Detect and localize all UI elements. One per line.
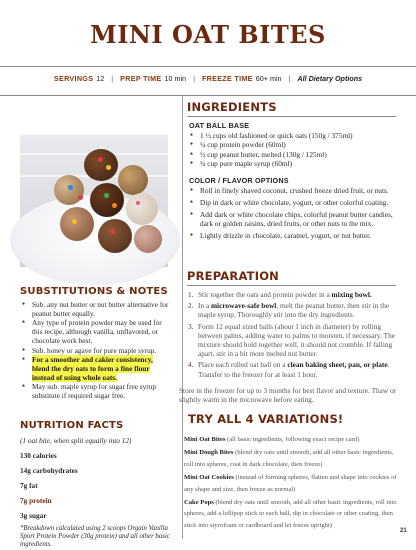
nutrition-carbs: 14g carbohydrates (20, 466, 78, 475)
list-item: ● May sub. maple syrup for sugar free syrup substitute if required sugar free. (22, 383, 172, 401)
servings-label: SERVINGS (53, 74, 94, 83)
dietary-options: All Dietary Options (297, 74, 363, 83)
prep-step: 3. Form 12 equal sized balls (about 1 inch in diameter) by rolling between palms, adding water to palms to moisten, if necessary. The mixture should hold together well, it should not crumble. If falling apart, stir in a bit more melted nut butter. (188, 321, 395, 359)
variation-item: Cake Pops (blend dry oats until smooth, add all other basic ingredients, roll into spheres, add a lollipop stick to each ball, dip in chocolate or other coating, then stick into styrofoam or cardboard and let freeze upright) (184, 499, 397, 529)
nutrition-heading: NUTRITION FACTS (20, 420, 124, 431)
list-item: ● Roll in finely shaved coconut, crushed freeze dried fruit, or nuts. (190, 186, 396, 195)
list-item: ● 1 ½ cups old fashioned or quick oats (150g / 375ml) (190, 131, 396, 140)
prep-step: 4. Place each rolled oat ball on a clean baking sheet, pan, or plate. Transfer to the freezer for at least 1 hour. (188, 360, 390, 379)
page-number: 21 (400, 528, 407, 534)
freeze-time-label: FREEZE TIME (201, 74, 253, 83)
variations-heading: TRY ALL 4 VARIATIONS! (188, 412, 344, 426)
prep-step: 1. Stir together the oats and protein powder in a mixing bowl. (188, 290, 372, 299)
substitutions-list (22, 301, 172, 401)
list-item: ● Any type of protein powder may be used for this recipe, although vanilla, unflavored, or chocolate work best. (22, 319, 172, 346)
nutrition-footnote: *Breakdown calculated using 2 scoops Orgain Vanilla Sport Protein Powder (30g protein) and all other basic ingredients. (20, 525, 170, 549)
prep-time-value: 10 min (164, 74, 187, 83)
flavor-options-heading: COLOR / FLAVOR OPTIONS (189, 176, 289, 185)
prep-step: 2. In a microwave-safe bowl, melt the peanut butter, then stir in the maple syrup. Thoroughly stir into the dry ingredients. (188, 301, 390, 320)
list-item: ● Dip in dark or white chocolate, yogurt, or other colorful coating. (190, 198, 396, 207)
list-item: ● Sub. honey or agave for pure maple syrup. (22, 347, 172, 356)
prep-time-label: PREP TIME (120, 74, 162, 83)
list-item: ● ¼ cup pure maple syrup (60ml) (190, 159, 396, 168)
servings-value: 12 (96, 74, 105, 83)
preparation-rule (187, 285, 396, 286)
variation-item: Mini Oat Cookies (instead of forming spheres, flatten and shape into cookies of any shape and size, then freeze as normal) (184, 474, 397, 493)
list-item: ● Add dark or white chocolate chips, colorful peanut butter candies, dark or golden raisins, dried fruits, or other nuts to the mix. (190, 210, 396, 228)
header-rule-top (0, 66, 416, 67)
preparation-steps (188, 290, 396, 381)
variation-item: Mini Oat Bites (all basic ingredients, following exact recipe card) (184, 436, 360, 443)
list-item: ● Lightly drizzle in chocolate, caramel, yogurt, or nut butter. (190, 231, 396, 240)
nutrition-protein: 7g protein (20, 496, 52, 505)
substitutions-heading: SUBSTITUTIONS & NOTES (20, 286, 168, 297)
variations-list (184, 434, 398, 533)
flavor-options-list (190, 186, 396, 240)
meta-separator: | (288, 74, 291, 83)
list-item (22, 356, 172, 383)
recipe-title: MINI OAT BITES (90, 20, 326, 49)
meta-separator: | (193, 74, 195, 83)
oat-ball-base-heading: OAT BALL BASE (189, 121, 250, 130)
list-item: ● Sub. any nut butter or nut butter alternative for peanut butter equally. (22, 301, 172, 319)
nutrition-calories: 130 calories (20, 451, 57, 460)
meta-separator: | (111, 74, 114, 83)
storage-note: Store in the freezer for up to 3 months for best flavor and texture. Thaw or slightly warm in the microwave before eating. (179, 386, 397, 405)
oat-bites-photo (20, 135, 168, 267)
nutrition-facts (20, 436, 170, 550)
nutrition-note: (1 oat bite, when split equally into 12) (20, 436, 132, 445)
nutrition-fat: 7g fat (20, 481, 38, 490)
list-item: ● ¼ cup protein powder (60ml) (190, 140, 396, 149)
ingredients-heading: INGREDIENTS (187, 100, 277, 114)
recipe-meta-bar (0, 74, 416, 83)
header-rule-bottom (0, 95, 416, 96)
highlighted-note: For a smoother and cakier consistency, blend the dry oats to form a fine flour instead of using whole oats. (32, 354, 153, 382)
freeze-time-value: 60+ min (255, 74, 282, 83)
base-ingredients-list (190, 131, 396, 169)
preparation-heading: PREPARATION (187, 269, 279, 283)
nutrition-sugar: 3g sugar (20, 511, 47, 520)
list-item: ● ½ cup peanut butter, melted (130g / 125ml) (190, 150, 396, 159)
variation-item: Mini Dough Bites (blend dry oats until smooth, add all other basic ingredients, roll into spheres, coat in dark chocolate, then freeze) (184, 449, 394, 468)
column-divider (182, 96, 183, 539)
ingredients-rule (187, 116, 396, 117)
